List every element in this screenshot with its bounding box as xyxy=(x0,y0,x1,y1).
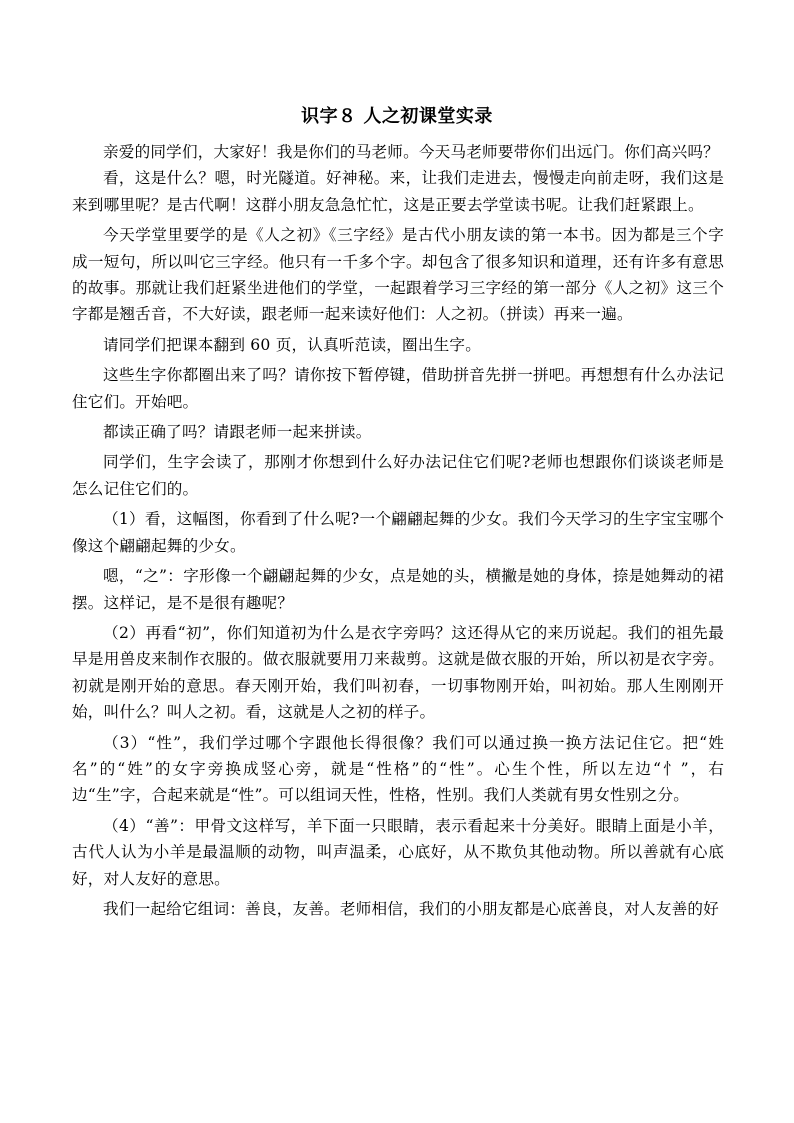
paragraph-shan-words: 我们一起给它组词：善良，友善。老师相信，我们的小朋友都是心底善良，对人友善的好 xyxy=(103,899,719,918)
paragraph-item-1: （1）看，这幅图，你看到了什么呢?一个翩翩起舞的少女。我们今天学习的生字宝宝哪个像这个翩翩起舞的少女。 xyxy=(72,510,724,555)
paragraph-read-together: 都读正确了吗？请跟老师一起来拼读。 xyxy=(103,423,372,442)
document-body xyxy=(72,139,724,922)
paragraph-three-character-classic: 今天学堂里要学的是《人之初》《三字经》是古代小朋友读的第一本书。因为都是三个字成一短句，所以叫它三字经。他只有一千多个字。却包含了很多知识和道理，还有许多有意思的故事。那就让我们赶紧坐进他们的学堂，一起跟着学习三字经的第一部分《人之初》这三个字都是翘舌音，不大好读，跟老师一起来读好他们：人之初。（拼读）再来一遍。 xyxy=(72,226,724,324)
paragraph-item-2-chu: （2）再看“初”，你们知道初为什么是衣字旁吗？这还得从它的来历说起。我们的祖先最早是用兽皮来制作衣服的。做衣服就要用刀来裁剪。这就是做衣服的开始，所以初是衣字旁。初就是刚开始的意思。春天刚开始，我们叫初春，一切事物刚开始，叫初始。那人生刚刚开始，叫什么？叫人之初。看，这就是人之初的样子。 xyxy=(72,623,724,722)
paragraph-memory-methods: 同学们，生字会读了，那刚才你想到什么好办法记住它们呢?老师也想跟你们谈谈老师是怎么记住它们的。 xyxy=(72,453,724,498)
paragraph-zhi-explanation: 嗯，“之”：字形像一个翩翩起舞的少女，点是她的头，横撇是她的身体，捺是她舞动的裙摆。这样记，是不是很有趣呢？ xyxy=(72,567,724,612)
paragraph-open-textbook: 请同学们把课本翻到 60 页，认真听范读，圈出生字。 xyxy=(103,335,482,354)
paragraph-time-tunnel: 看，这是什么？嗯，时光隧道。好神秘。来，让我们走进去，慢慢走向前走呀，我们这是来到哪里呢？是古代啊！这群小朋友急急忙忙，这是正要去学堂读书呢。让我们赶紧跟上。 xyxy=(72,169,724,214)
document-title: 识字８ 人之初课堂实录 xyxy=(301,106,493,127)
paragraph-pause-and-spell: 这些生字你都圈出来了吗？请你按下暂停键，借助拼音先拼一拼吧。再想想有什么办法记住它们。开始吧。 xyxy=(72,366,724,411)
paragraph-item-4-shan: （4）“善”：甲骨文这样写，羊下面一只眼睛，表示看起来十分美好。眼睛上面是小羊，古代人认为小羊是最温顺的动物，叫声温柔，心底好，从不欺负其他动物。所以善就有心底好，对人友好的意思。 xyxy=(72,816,724,888)
paragraph-greeting: 亲爱的同学们，大家好！我是你们的马老师。今天马老师要带你们出远门。你们高兴吗？ xyxy=(103,143,719,161)
paragraph-item-3-xing: （3）“性”，我们学过哪个字跟他长得很像？我们可以通过换一换方法记住它。把“姓名”的“姓”的女字旁换成竖心旁，就是“性格”的“性”。心生个性，所以左边“忄”，右边“生”字，合起来就是“性”。可以组词天性，性格，性别。我们人类就有男女性别之分。 xyxy=(72,733,724,805)
